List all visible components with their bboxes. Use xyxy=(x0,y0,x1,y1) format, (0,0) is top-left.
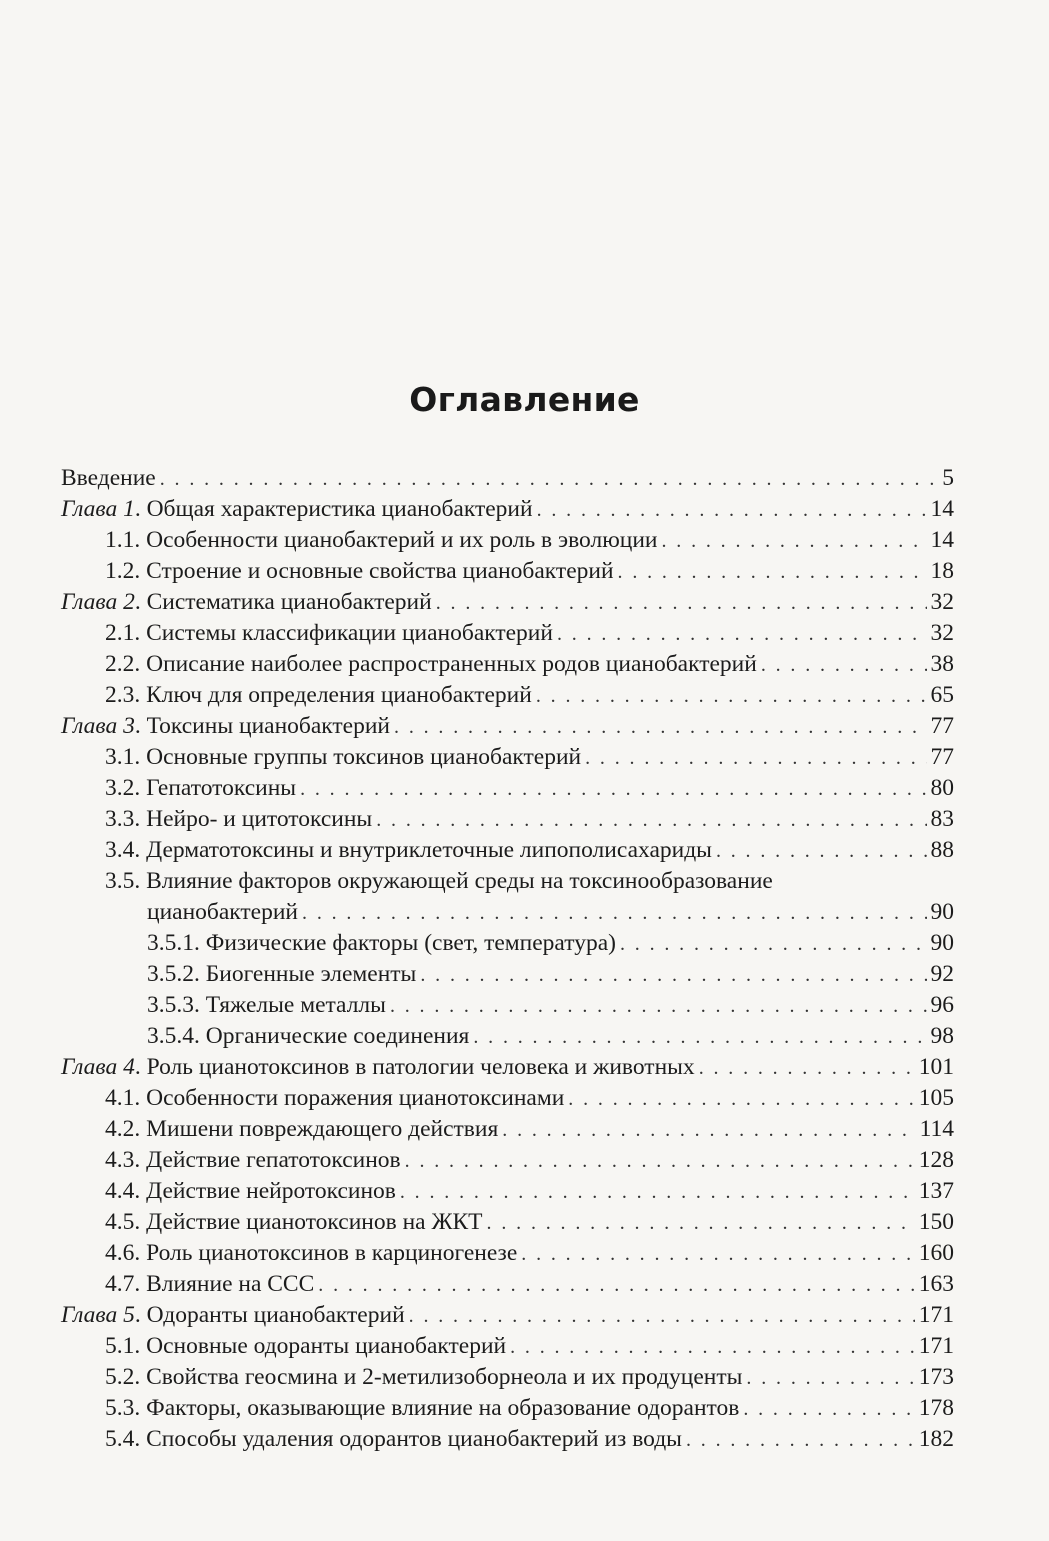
entry-text: Общая характеристика цианобактерий xyxy=(146,496,533,522)
entry-text: 5.4. Способы удаления одорантов цианобактерий из воды xyxy=(105,1426,682,1452)
page-number: 163 xyxy=(918,1271,954,1297)
page-number: 137 xyxy=(918,1178,954,1204)
entry-text: 3.5.3. Тяжелые металлы xyxy=(147,992,386,1018)
page-number: 92 xyxy=(930,961,954,987)
entry-text: 1.2. Строение и основные свойства цианобактерий xyxy=(105,558,614,584)
dot-leader xyxy=(743,1394,914,1425)
toc-entry xyxy=(61,587,954,618)
toc-entry xyxy=(61,463,954,494)
toc-entry-title xyxy=(147,990,386,1021)
page-number: 160 xyxy=(918,1240,954,1266)
dot-leader xyxy=(394,712,926,743)
toc-entry xyxy=(61,1176,954,1207)
dot-leader xyxy=(420,960,926,991)
entry-text: 3.2. Гепатотоксины xyxy=(105,775,297,801)
toc-entry-title xyxy=(147,959,416,990)
toc-entry-title xyxy=(147,897,298,928)
page-number: 171 xyxy=(918,1333,954,1359)
page-number: 77 xyxy=(930,744,954,770)
entry-text: Систематика цианобактерий xyxy=(146,589,432,615)
toc-entry-title xyxy=(61,463,156,494)
page-number: 83 xyxy=(930,806,954,832)
toc-entry xyxy=(61,990,954,1021)
page-number: 173 xyxy=(918,1364,954,1390)
page-title: Оглавление xyxy=(409,380,640,419)
entry-text: 3.5.2. Биогенные элементы xyxy=(147,961,417,987)
entry-text: 4.5. Действие цианотоксинов на ЖКТ xyxy=(105,1209,483,1235)
entry-text: 2.2. Описание наиболее распространенных родов цианобактерий xyxy=(105,651,757,677)
dot-leader xyxy=(409,1301,915,1332)
toc-entry-title: Глава 5. Одоранты цианобактерий xyxy=(61,1302,405,1328)
entry-text: 4.3. Действие гепатотоксинов xyxy=(105,1147,401,1173)
entry-text: Введение xyxy=(61,465,156,491)
toc-entry xyxy=(61,1362,954,1393)
toc-entry-title xyxy=(105,556,614,587)
page-number: 32 xyxy=(930,620,954,646)
page-number: 80 xyxy=(930,775,954,801)
dot-leader xyxy=(585,743,926,774)
toc-entry-title: Глава 1. Общая характеристика цианобактерий xyxy=(61,496,533,522)
toc-entry-title xyxy=(147,1021,469,1052)
dot-leader xyxy=(436,588,927,619)
chapter-label: Глава 4 xyxy=(61,1054,135,1080)
page-number: 90 xyxy=(930,930,954,956)
toc-entry xyxy=(61,525,954,556)
page-number: 105 xyxy=(918,1085,954,1111)
page-number: 98 xyxy=(930,1023,954,1049)
dot-leader xyxy=(620,929,927,960)
toc-entry-title xyxy=(105,1269,314,1300)
toc-entry-title: Глава 2. Систематика цианобактерий xyxy=(61,589,432,615)
page-number: 88 xyxy=(930,837,954,863)
entry-text: Одоранты цианобактерий xyxy=(146,1302,405,1328)
dot-leader xyxy=(568,1084,914,1115)
toc-entry-title xyxy=(105,773,296,804)
toc-entry xyxy=(61,928,954,959)
dot-leader xyxy=(300,774,926,805)
dot-leader xyxy=(761,650,927,681)
entry-text: 4.4. Действие нейротоксинов xyxy=(105,1178,396,1204)
toc-entry xyxy=(61,1114,954,1145)
dot-leader xyxy=(618,557,927,588)
entry-text: Токсины цианобактерий xyxy=(146,713,391,739)
toc-entry xyxy=(61,804,954,835)
toc-entry xyxy=(61,680,954,711)
dot-leader xyxy=(318,1270,914,1301)
toc-entry xyxy=(61,1083,954,1114)
toc-entry xyxy=(61,742,954,773)
toc-entry xyxy=(61,1393,954,1424)
dot-leader xyxy=(160,464,939,495)
toc-entry xyxy=(61,897,954,928)
toc-entry-title xyxy=(105,804,372,835)
dot-leader xyxy=(716,836,927,867)
toc-entry-title: Глава 4. Роль цианотоксинов в патологии человека и животных xyxy=(61,1054,695,1080)
toc-entry-title xyxy=(105,1145,401,1176)
dot-leader xyxy=(376,805,926,836)
toc-entry xyxy=(61,494,954,525)
toc-entry-title xyxy=(105,866,773,897)
entry-text: 3.4. Дерматотоксины и внутриклеточные липополисахариды xyxy=(105,837,712,863)
entry-text: 4.1. Особенности поражения цианотоксинами xyxy=(105,1085,565,1111)
page-number: 101 xyxy=(918,1054,954,1080)
toc-entry-title xyxy=(105,1114,498,1145)
entry-text: 5.3. Факторы, оказывающие влияние на образование одорантов xyxy=(105,1395,740,1421)
dot-leader xyxy=(537,495,927,526)
toc-entry-title xyxy=(105,1207,483,1238)
entry-text: 3.5.1. Физические факторы (свет, температура) xyxy=(147,930,616,956)
toc-entry-title xyxy=(105,1393,739,1424)
chapter-label: Глава 1 xyxy=(61,496,135,522)
toc-entry-title: Глава 3. Токсины цианобактерий xyxy=(61,713,391,739)
page-number: 14 xyxy=(930,527,954,553)
toc-entry xyxy=(61,1207,954,1238)
dot-leader xyxy=(487,1208,915,1239)
toc-entry xyxy=(61,835,954,866)
page-number: 90 xyxy=(930,899,954,925)
toc-entry-title xyxy=(105,1424,682,1455)
toc-entry xyxy=(61,1269,954,1300)
page-number: 14 xyxy=(930,496,954,522)
toc-entry-title xyxy=(105,1083,564,1114)
entry-text: Роль цианотоксинов в патологии человека и животных xyxy=(146,1054,695,1080)
chapter-label: Глава 5 xyxy=(61,1302,135,1328)
page-number: 77 xyxy=(930,713,954,739)
chapter-label: Глава 2 xyxy=(61,589,135,615)
toc-entry xyxy=(61,1238,954,1269)
toc-entry xyxy=(61,959,954,990)
chapter-label: Глава 3 xyxy=(61,713,135,739)
entry-text: 4.7. Влияние на ССС xyxy=(105,1271,315,1297)
toc-entry xyxy=(61,1424,954,1455)
dot-leader xyxy=(302,898,926,929)
dot-leader xyxy=(536,681,927,712)
entry-text: 5.2. Свойства геосмина и 2-метилизоборнеола и их продуценты xyxy=(105,1364,743,1390)
dot-leader xyxy=(390,991,927,1022)
toc-entry xyxy=(61,649,954,680)
entry-text: 3.1. Основные группы токсинов цианобактерий xyxy=(105,744,582,770)
dot-leader xyxy=(699,1053,915,1084)
toc-entry-title xyxy=(105,680,532,711)
dot-leader xyxy=(661,526,926,557)
dot-leader xyxy=(400,1177,915,1208)
entry-text: 1.1. Особенности цианобактерий и их роль в эволюции xyxy=(105,527,658,553)
page-number: 65 xyxy=(930,682,954,708)
toc-entry-title xyxy=(105,835,712,866)
entry-text: 4.6. Роль цианотоксинов в карциногенезе xyxy=(105,1240,518,1266)
dot-leader xyxy=(746,1363,914,1394)
entry-text: 2.1. Системы классификации цианобактерий xyxy=(105,620,553,646)
entry-text: 2.3. Ключ для определения цианобактерий xyxy=(105,682,532,708)
page-number: 18 xyxy=(930,558,954,584)
toc-entry xyxy=(61,1021,954,1052)
entry-text: 4.2. Мишени повреждающего действия xyxy=(105,1116,499,1142)
dot-leader xyxy=(473,1022,926,1053)
toc-entry-title xyxy=(147,928,616,959)
table-of-contents xyxy=(61,463,954,1455)
toc-entry-title xyxy=(105,649,757,680)
page-number: 128 xyxy=(918,1147,954,1173)
entry-text: цианобактерий xyxy=(147,899,299,925)
toc-entry xyxy=(61,556,954,587)
dot-leader xyxy=(405,1146,915,1177)
page-number: 38 xyxy=(930,651,954,677)
toc-entry xyxy=(61,866,954,897)
toc-entry xyxy=(61,1300,954,1331)
page-number: 178 xyxy=(918,1395,954,1421)
entry-text: 3.5.4. Органические соединения xyxy=(147,1023,470,1049)
entry-text: 3.5. Влияние факторов окружающей среды на токсинообразование xyxy=(105,868,773,894)
dot-leader xyxy=(686,1425,915,1456)
dot-leader xyxy=(557,619,927,650)
page-number: 182 xyxy=(918,1426,954,1452)
toc-entry-title xyxy=(105,1331,506,1362)
toc-entry xyxy=(61,1052,954,1083)
toc-entry xyxy=(61,1331,954,1362)
toc-entry xyxy=(61,711,954,742)
dot-leader xyxy=(502,1115,915,1146)
entry-text: 5.1. Основные одоранты цианобактерий xyxy=(105,1333,507,1359)
toc-entry-title xyxy=(105,1176,396,1207)
dot-leader xyxy=(521,1239,914,1270)
toc-entry-title xyxy=(105,1238,517,1269)
entry-text: 3.3. Нейро- и цитотоксины xyxy=(105,806,373,832)
toc-entry xyxy=(61,1145,954,1176)
page-number: 150 xyxy=(918,1209,954,1235)
page-number: 5 xyxy=(942,465,954,491)
page-number: 171 xyxy=(918,1302,954,1328)
toc-entry-title xyxy=(105,1362,742,1393)
toc-entry xyxy=(61,773,954,804)
page-number: 32 xyxy=(930,589,954,615)
page-number: 114 xyxy=(919,1116,954,1142)
toc-entry-title xyxy=(105,742,581,773)
toc-entry-title xyxy=(105,618,553,649)
dot-leader xyxy=(510,1332,915,1363)
page-number: 96 xyxy=(930,992,954,1018)
toc-entry xyxy=(61,618,954,649)
toc-entry-title xyxy=(105,525,657,556)
